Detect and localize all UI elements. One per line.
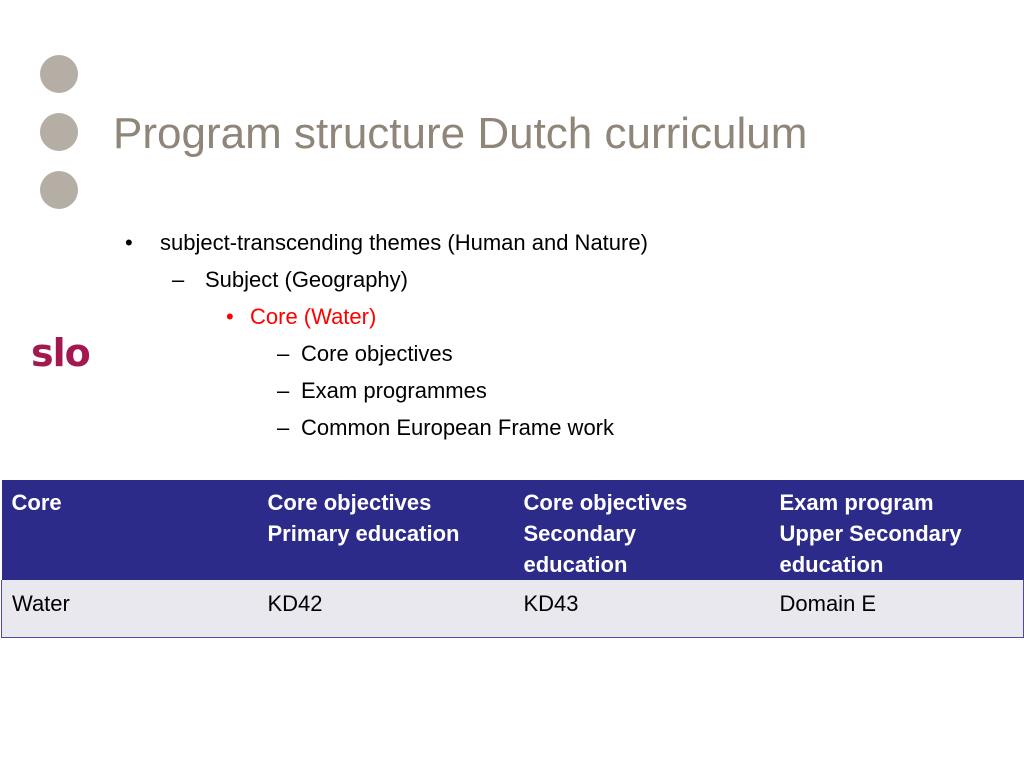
bullet-marker: • [226,304,234,329]
header-line: Exam program [779,490,934,515]
slo-logo: slo [31,331,90,375]
table-header-exam [770,480,1024,580]
decorative-dot-1 [40,55,78,93]
table-header-primary [258,480,514,580]
table-cell: Water [2,580,258,637]
header-line: Secondary [523,521,636,546]
decorative-dot-2 [40,113,78,151]
outline-item-text: Exam programmes [301,378,487,403]
header-line: Core objectives [267,490,432,515]
dash-marker: – [277,415,290,440]
dash-marker: – [277,378,290,403]
outline-item-core-objectives [277,340,453,368]
dash-marker: – [172,267,185,292]
decorative-dot-3 [40,171,78,209]
outline-item-text: Subject (Geography) [205,267,408,292]
outline-item-european-frame [277,414,615,442]
outline-item-text: Common European Frame work [301,415,615,440]
curriculum-table [1,480,1024,638]
outline-item-core [226,303,377,331]
table-cell: Domain E [770,580,1024,637]
table-row [2,580,1024,637]
bullet-marker: • [125,230,133,255]
header-line: Core objectives [523,490,688,515]
table-header-secondary [514,480,770,580]
outline-item-text: Core objectives [301,341,453,366]
outline-item-exam-programmes [277,377,487,405]
table-cell: KD43 [514,580,770,637]
slide-title: Program structure Dutch curriculum [113,109,808,158]
table-header-row [2,480,1024,580]
header-line: Primary education [267,521,460,546]
outline-item-themes [125,229,648,257]
header-line: education [523,552,628,577]
outline-item-text: Core (Water) [250,304,377,329]
table-cell: KD42 [258,580,514,637]
header-line: education [779,552,884,577]
header-line: Upper Secondary [779,521,962,546]
outline-item-text: subject-transcending themes (Human and Nature) [160,230,648,255]
outline-item-subject [172,266,408,294]
header-line: Core [11,490,62,515]
table-header-core [2,480,258,580]
dash-marker: – [277,341,290,366]
